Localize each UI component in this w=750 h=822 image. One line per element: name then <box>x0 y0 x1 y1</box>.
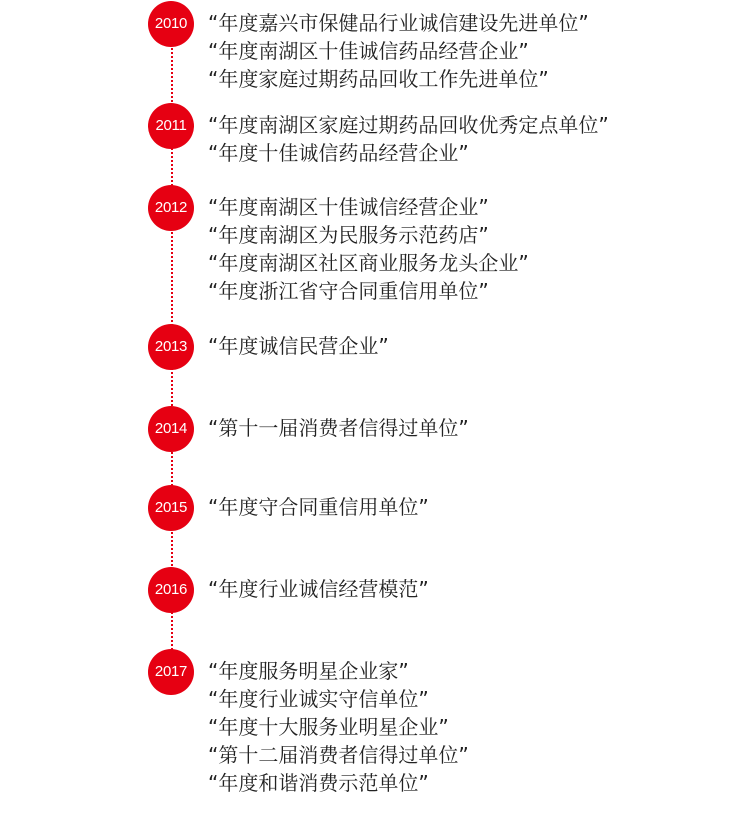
award-item: “年度守合同重信用单位” <box>208 495 429 519</box>
award-list <box>208 9 589 93</box>
award-item: “年度南湖区十佳诚信经营企业” <box>208 195 489 219</box>
award-item: “年度南湖区社区商业服务龙头企业” <box>208 251 529 275</box>
award-list <box>208 575 429 603</box>
award-item: “年度浙江省守合同重信用单位” <box>208 279 489 303</box>
year-badge: 2016 <box>148 567 194 613</box>
award-item: “年度和谐消费示范单位” <box>208 771 429 795</box>
year-badge: 2014 <box>148 406 194 452</box>
year-badge: 2013 <box>148 324 194 370</box>
year-badge: 2011 <box>148 103 194 149</box>
award-list <box>208 332 389 360</box>
year-badge: 2012 <box>148 185 194 231</box>
award-item: “年度行业诚实守信单位” <box>208 687 429 711</box>
award-item: “年度行业诚信经营模范” <box>208 577 429 601</box>
award-item: “年度南湖区家庭过期药品回收优秀定点单位” <box>208 113 609 137</box>
award-list <box>208 193 529 305</box>
award-item: “年度南湖区为民服务示范药店” <box>208 223 489 247</box>
award-list <box>208 111 609 167</box>
year-badge: 2010 <box>148 1 194 47</box>
award-item: “年度十大服务业明星企业” <box>208 715 449 739</box>
award-item: “第十一届消费者信得过单位” <box>208 416 469 440</box>
award-item: “年度服务明星企业家” <box>208 659 409 683</box>
award-item: “第十二届消费者信得过单位” <box>208 743 469 767</box>
award-item: “年度嘉兴市保健品行业诚信建设先进单位” <box>208 11 589 35</box>
award-list <box>208 493 429 521</box>
award-item: “年度家庭过期药品回收工作先进单位” <box>208 67 549 91</box>
award-list <box>208 414 469 442</box>
year-badge: 2017 <box>148 649 194 695</box>
award-item: “年度十佳诚信药品经营企业” <box>208 141 469 165</box>
award-item: “年度南湖区十佳诚信药品经营企业” <box>208 39 529 63</box>
year-badge: 2015 <box>148 485 194 531</box>
award-list <box>208 657 469 797</box>
award-item: “年度诚信民营企业” <box>208 334 389 358</box>
